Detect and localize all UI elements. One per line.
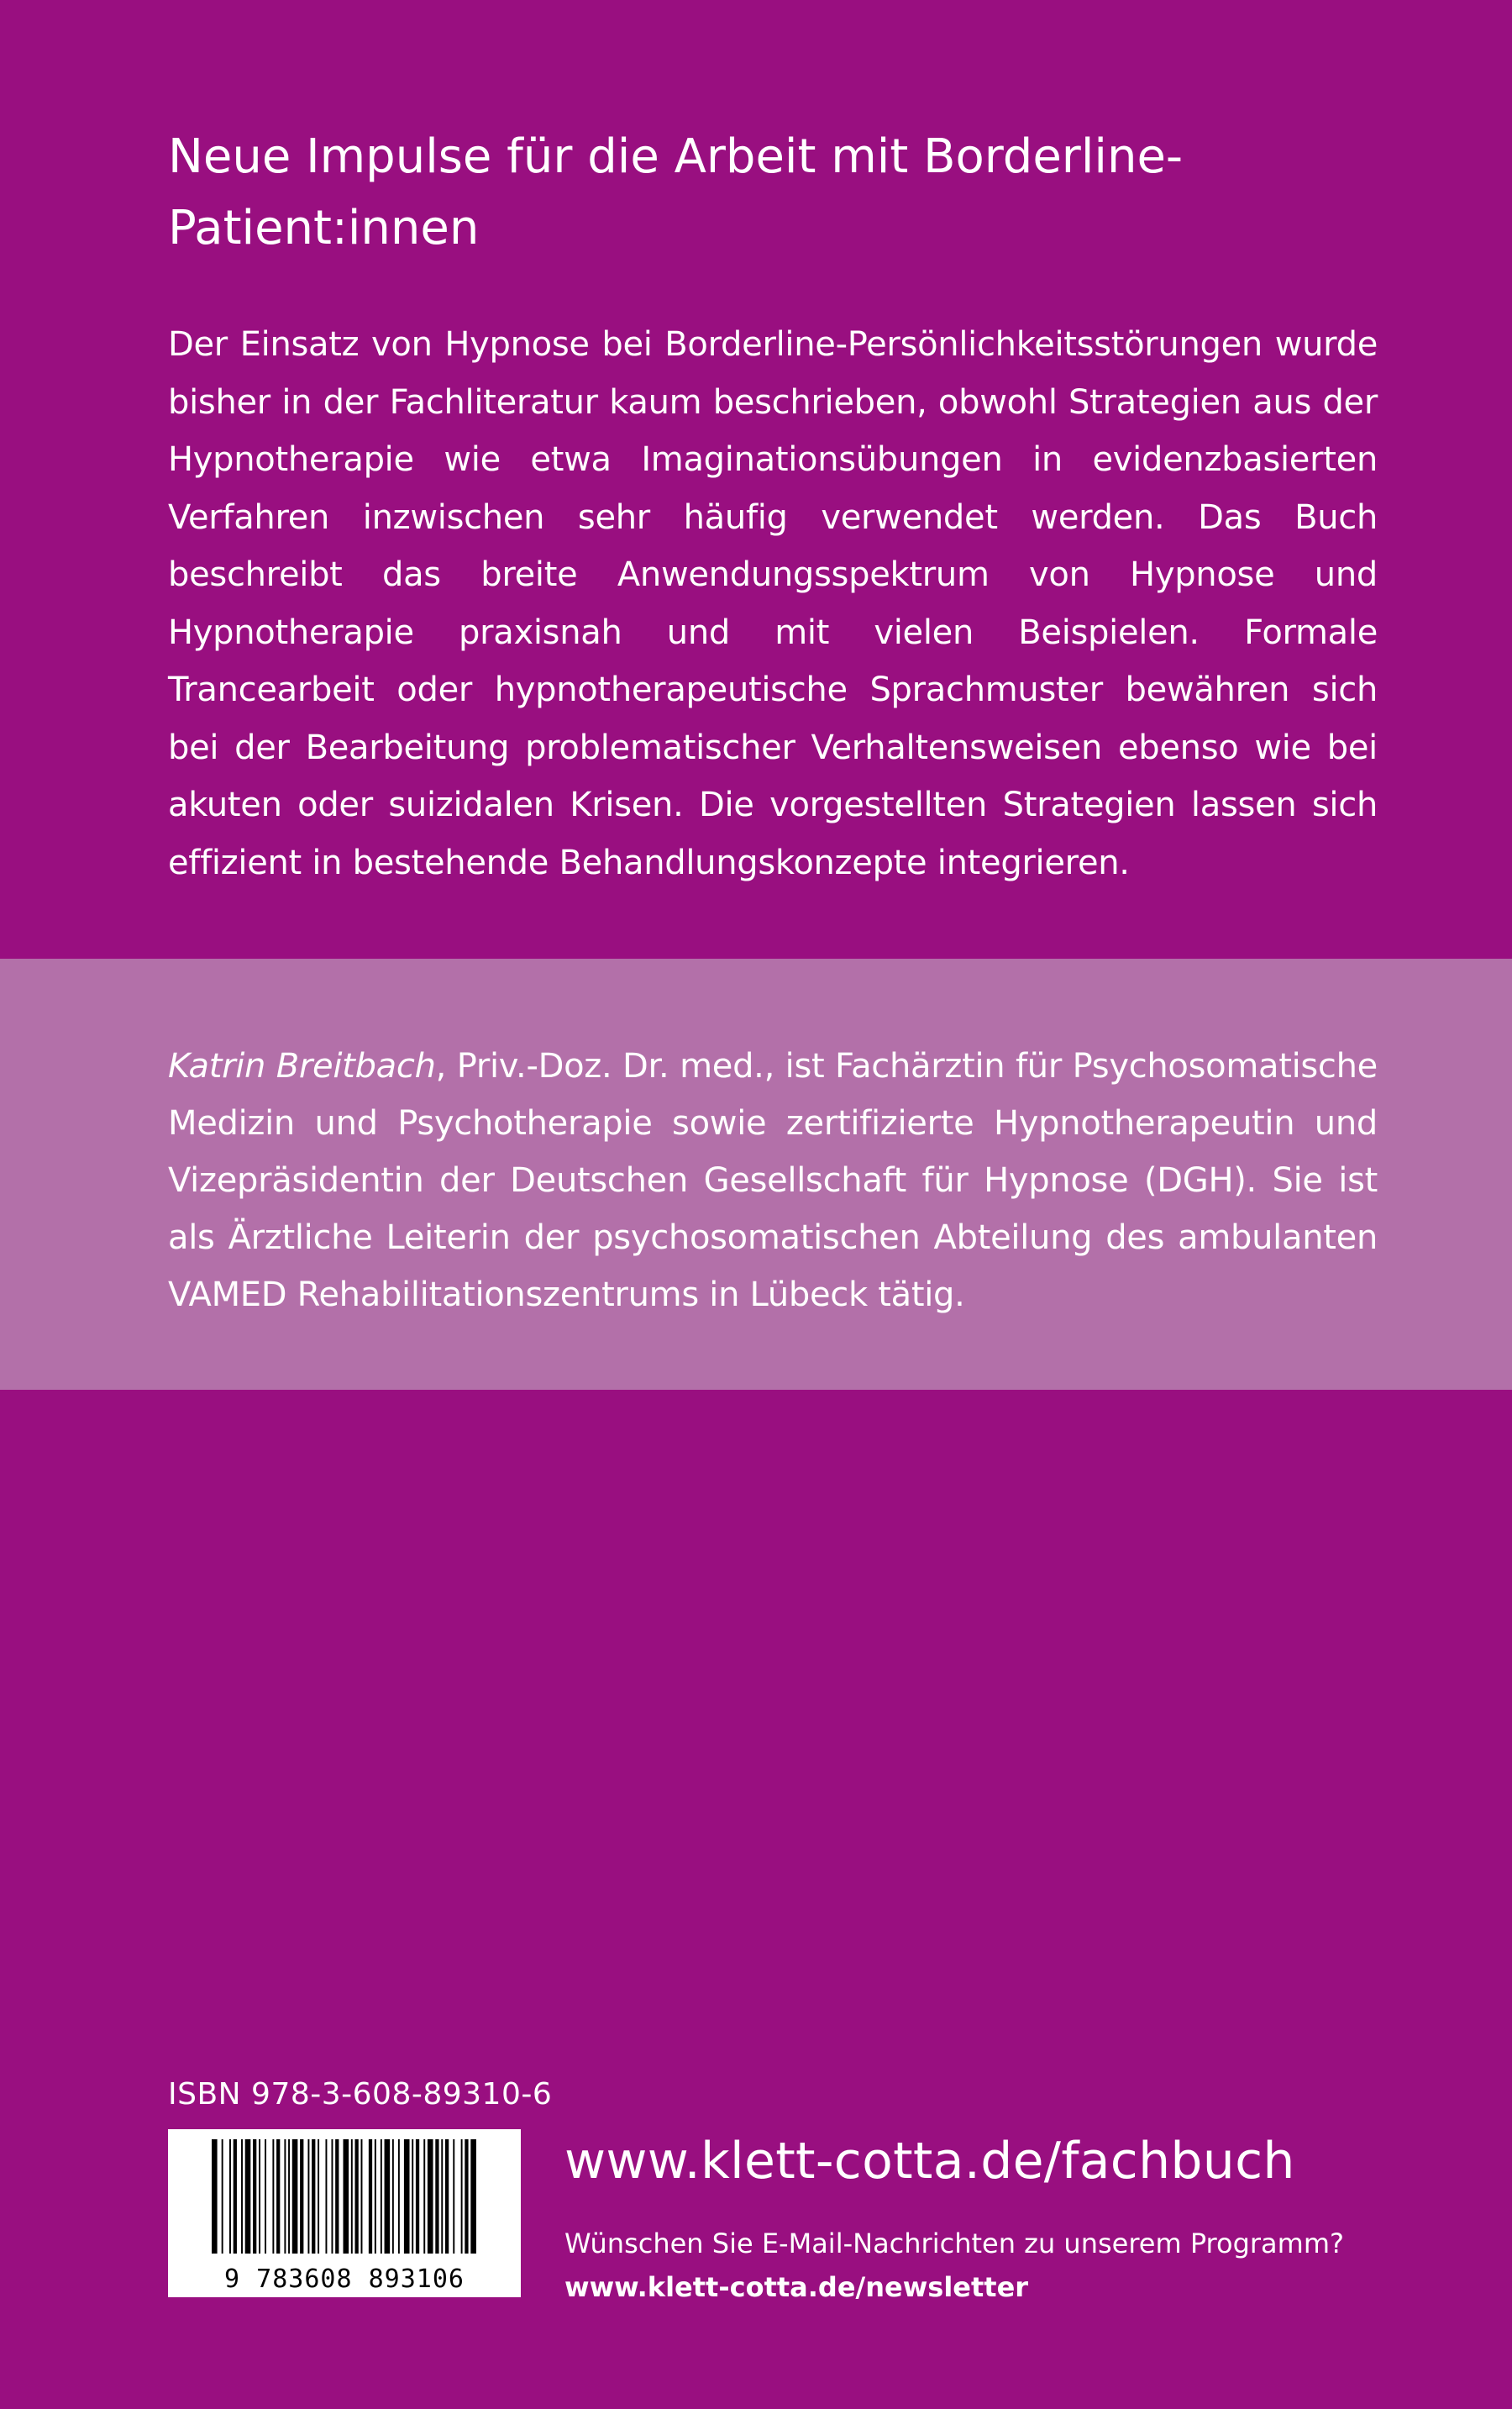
barcode-bar [441,2139,443,2254]
website-link[interactable]: www.klett-cotta.de/fachbuch [564,2132,1295,2191]
barcode-bar [423,2139,425,2254]
barcode-bar [381,2139,382,2254]
barcode-bar [416,2139,419,2254]
barcode-bar [461,2139,463,2254]
barcode-digits: 9 783608 893106 [224,2264,465,2294]
barcode-bar [435,2139,438,2254]
barcode-bar [253,2139,256,2254]
barcode-bar [465,2139,468,2254]
barcode-bar [412,2139,413,2254]
barcode-bar [392,2139,394,2254]
barcode-bar [331,2139,333,2254]
barcode-bar [276,2139,280,2254]
barcode-bar [325,2139,327,2254]
headline: Neue Impulse für die Arbeit mit Borderline-Patient:innen [168,129,1184,255]
barcode-bar [272,2139,274,2254]
barcode-bar [212,2139,218,2254]
barcode-bar [265,2139,266,2254]
author-name: Katrin Breitbach [168,1047,436,1086]
barcode-bar [361,2139,363,2254]
barcode-bar [335,2139,339,2254]
barcode-bar [453,2139,454,2254]
barcode-bar [245,2139,251,2254]
barcode [168,2129,521,2297]
barcode-bar [344,2139,349,2254]
barcode-bar [385,2139,391,2254]
barcode-bar [375,2139,376,2254]
barcode-bar [284,2139,286,2254]
barcode-bar [222,2139,223,2254]
barcode-bar [288,2139,290,2254]
author-bio [168,1038,1378,1323]
barcode-bar [292,2139,298,2254]
barcode-bar [241,2139,243,2254]
barcode-bar [229,2139,231,2254]
newsletter-prompt: Wünschen Sie E-Mail-Nachrichten zu unserem Programm? [564,2228,1344,2259]
barcode-bar [234,2139,237,2254]
barcode-bar [398,2139,400,2254]
barcode-bar [470,2139,476,2254]
barcode-bar [318,2139,319,2254]
author-bio-text: , Priv.-Doz. Dr. med., ist Fachärztin für Psychosomatische Medizin und Psychotherapie sowie zertifizierte Hypnotherapeutin und Vizepräsidentin der Deutschen Gesellschaft für Hypnose (DGH). Sie ist als Ärztliche Leiterin der psychosomatischen Abteilung des ambulanten VAMED Rehabilitationszentrums in Lübeck tätig. [168,1047,1378,1314]
barcode-bar [404,2139,410,2254]
newsletter-link[interactable]: www.klett-cotta.de/newsletter [564,2271,1029,2303]
book-description: Der Einsatz von Hypnose bei Borderline-Persönlichkeitsstörungen wurde bisher in der Fachliteratur kaum beschrieben, obwohl Strategien aus der Hypnotherapie wie etwa Imaginationsübungen in evidenzbasierten Verfahren inzwischen sehr häufig verwendet werden. Das Buch beschreibt das breite Anwendungsspektrum von Hypnose und Hypnotherapie praxisnah und mit vielen Beispielen. Formale Trancearbeit oder hypnotherapeutische Sprachmuster bewähren sich bei der Bearbeitung problematischer Verhaltensweisen ebenso wie bei akuten oder suizidalen Krisen. Die vorgestellten Strategien lassen sich effizient in bestehende Behandlungskonzepte integrieren. [168,325,1378,882]
barcode-bar [369,2139,372,2254]
barcode-bar [351,2139,353,2254]
barcode-bar [445,2139,449,2254]
barcode-bar [307,2139,309,2254]
barcode-bar [355,2139,359,2254]
barcode-bar [428,2139,433,2254]
barcode-bar [300,2139,303,2254]
barcode-bar [312,2139,315,2254]
isbn: ISBN 978-3-608-89310-6 [168,2077,553,2112]
barcode-bar [259,2139,260,2254]
